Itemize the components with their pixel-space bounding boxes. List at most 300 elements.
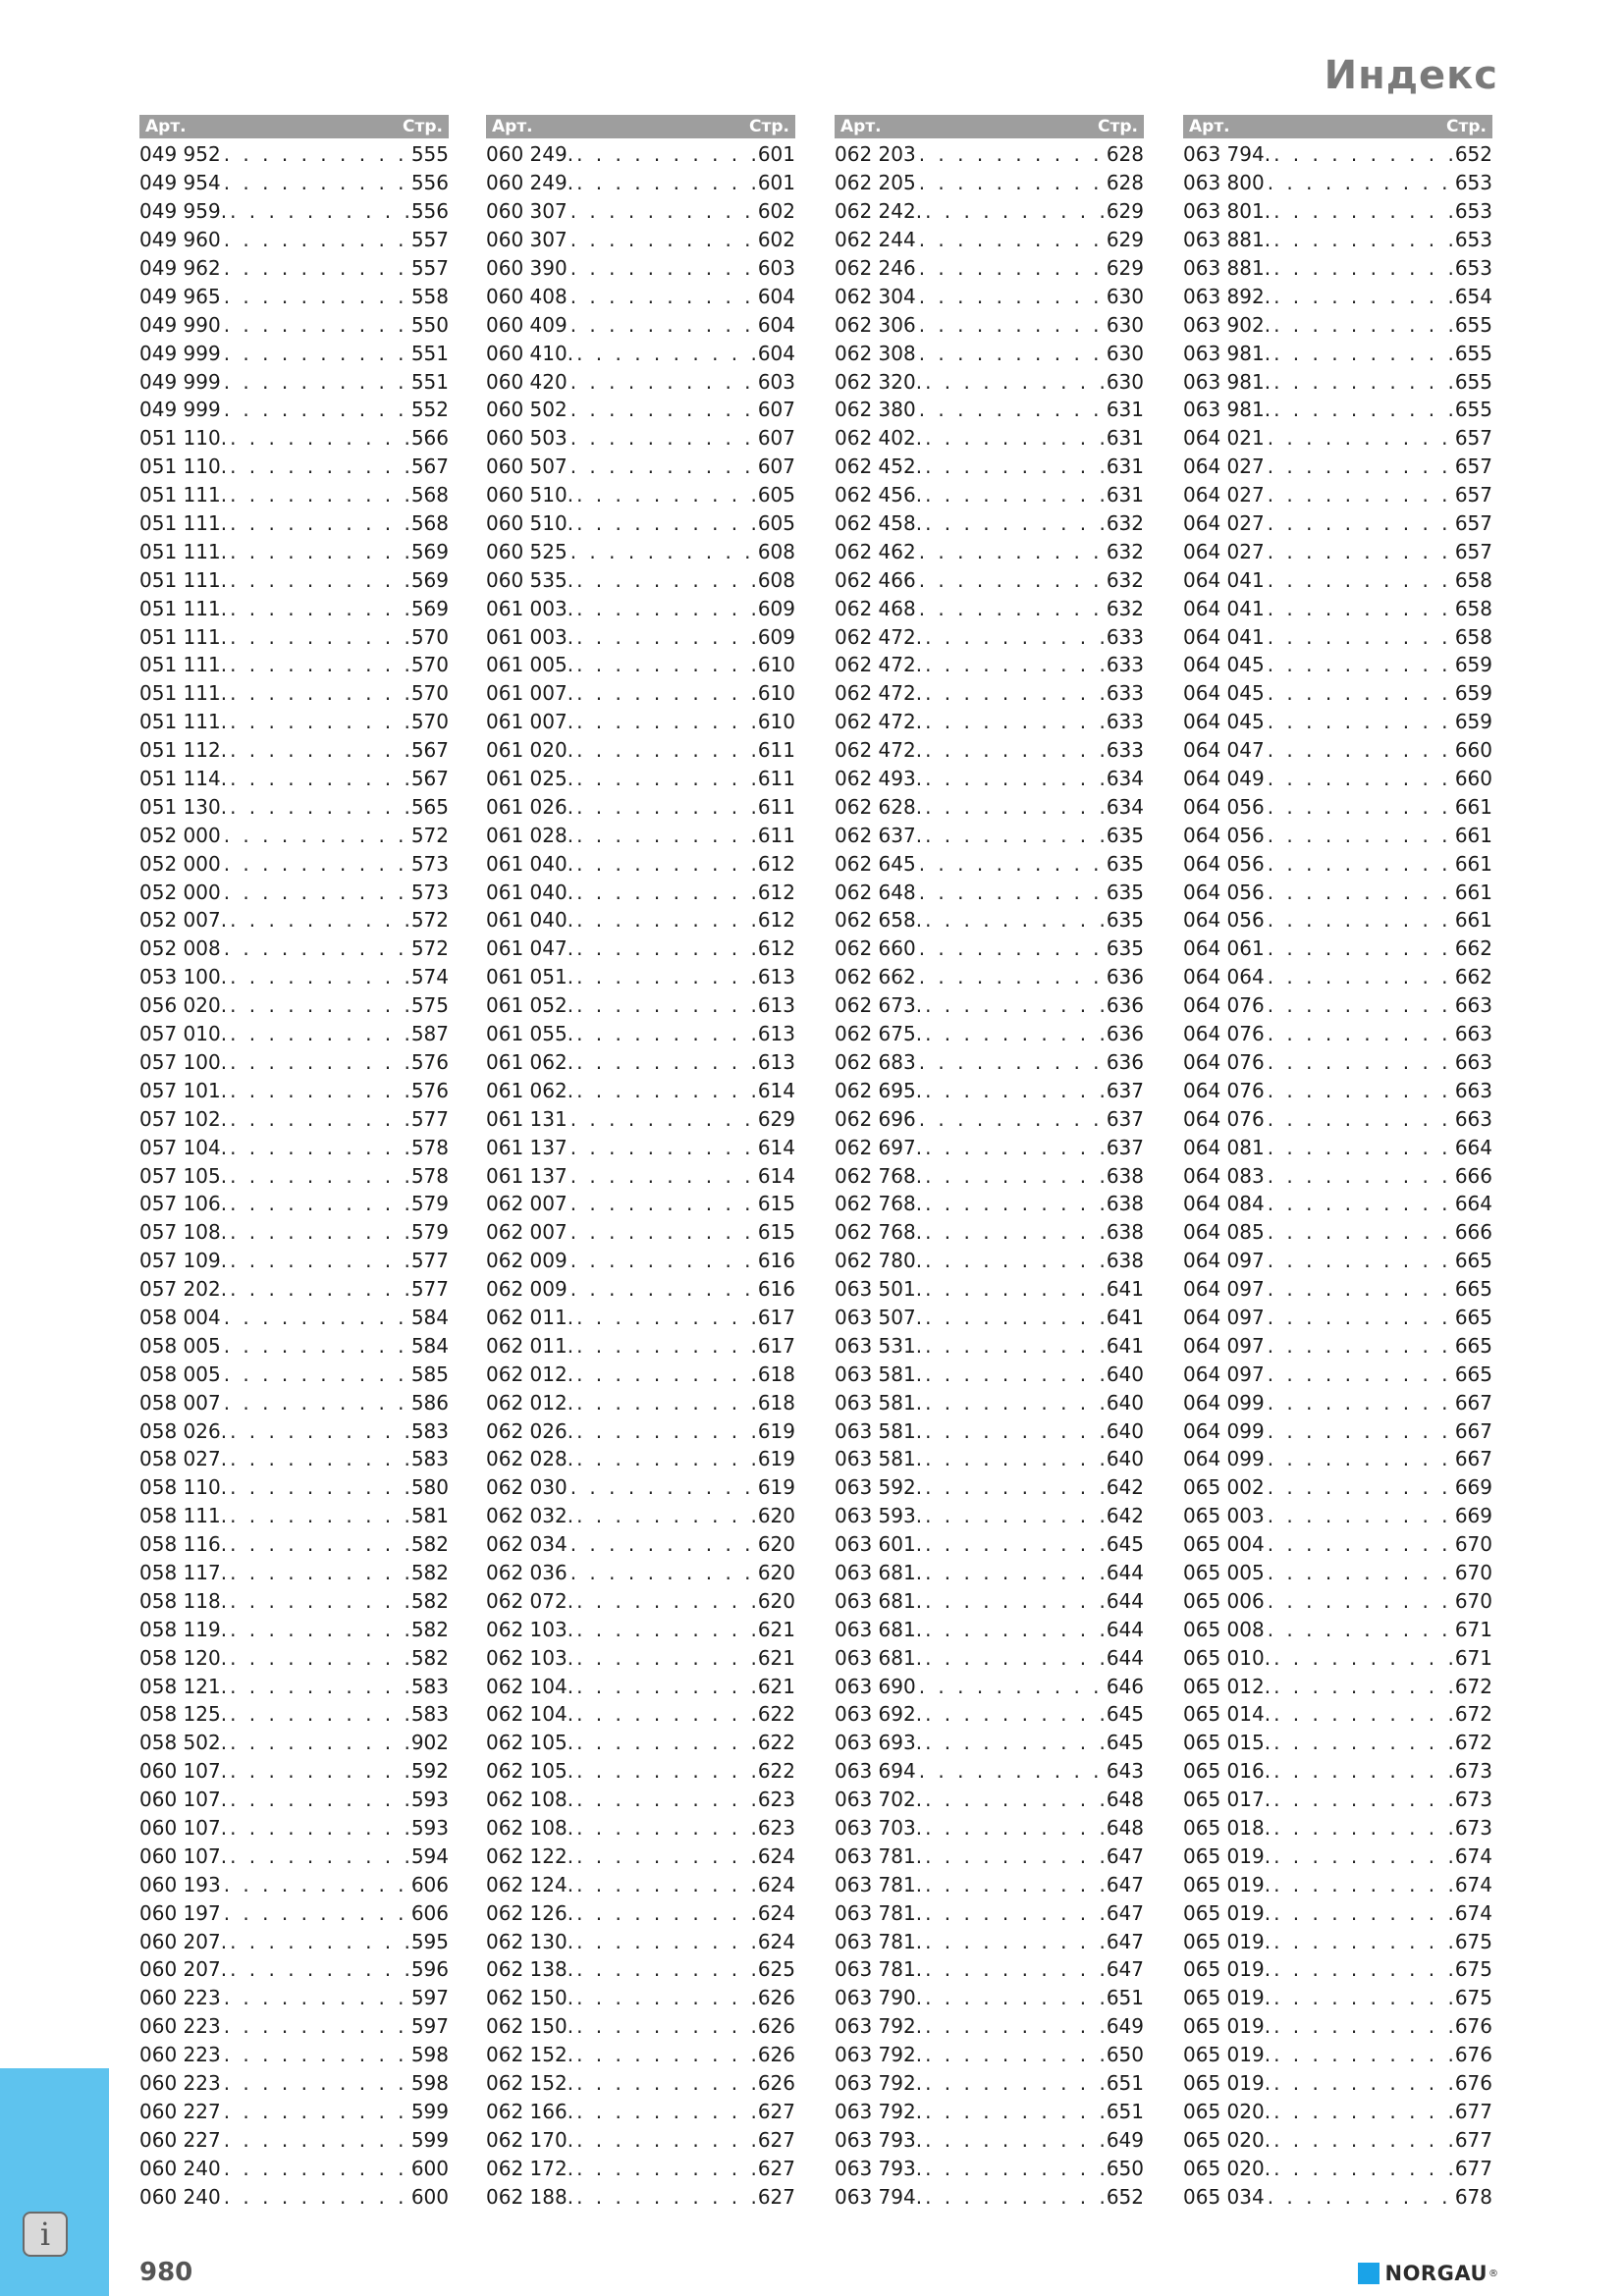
index-row (139, 1275, 449, 1304)
article-number: 062 188. (486, 2184, 574, 2209)
dot-leader (227, 483, 409, 507)
index-row (486, 1955, 795, 1984)
page-reference: 658 (1454, 624, 1492, 649)
index-row (1183, 1104, 1492, 1133)
column-header-art: Арт. (492, 117, 533, 136)
page-reference: 607 (757, 398, 795, 422)
dot-leader (1265, 795, 1453, 819)
index-row (486, 1133, 795, 1161)
dot-leader (1271, 1759, 1453, 1783)
page-reference: 627 (757, 2127, 795, 2152)
page-reference: 582 (410, 1645, 449, 1670)
article-number: 058 117. (139, 1560, 228, 1584)
dot-leader (573, 1618, 756, 1641)
article-number: 061 137 (486, 1163, 568, 1188)
index-row (835, 339, 1144, 367)
article-number: 063 681. (835, 1617, 923, 1641)
dot-leader (227, 1192, 409, 1215)
index-row (835, 1955, 1144, 1984)
dot-leader (922, 1816, 1105, 1840)
dot-leader (227, 993, 409, 1017)
dot-leader (227, 965, 409, 988)
page-reference: 667 (1454, 1447, 1492, 1471)
page-reference: 655 (1454, 398, 1492, 422)
page-reference: 622 (757, 1731, 795, 1755)
page-reference: 593 (410, 1815, 449, 1840)
page-reference: 584 (410, 1305, 449, 1329)
page-reference: 616 (757, 1277, 795, 1302)
index-row (139, 396, 449, 424)
index-row (486, 792, 795, 821)
page-reference: 582 (410, 1532, 449, 1557)
index-row (139, 651, 449, 679)
index-row (486, 396, 795, 424)
dot-leader (1265, 710, 1453, 733)
page-reference: 597 (410, 1986, 449, 2010)
index-row (1183, 169, 1492, 197)
dot-leader (227, 1759, 409, 1783)
article-number: 064 045 (1183, 710, 1265, 734)
article-number: 060 107. (139, 1788, 228, 1812)
article-number: 051 111. (139, 653, 228, 677)
index-row (1183, 1672, 1492, 1700)
index-row (139, 1161, 449, 1190)
page-reference: 570 (410, 653, 449, 677)
page-reference: 636 (1106, 965, 1144, 989)
article-number: 062 150. (486, 1986, 574, 2010)
page-reference: 583 (410, 1674, 449, 1698)
page-reference: 581 (410, 1504, 449, 1528)
index-row (486, 2154, 795, 2182)
dot-leader (227, 1618, 409, 1641)
index-row (139, 1218, 449, 1247)
dot-leader (227, 1675, 409, 1698)
dot-leader (1265, 1447, 1453, 1470)
index-row (835, 310, 1144, 339)
index-row (486, 765, 795, 793)
dot-leader (227, 1957, 409, 1981)
page-reference: 624 (757, 1900, 795, 1925)
article-number: 065 020. (1183, 2156, 1271, 2180)
page-reference: 605 (757, 483, 795, 507)
page-reference: 612 (757, 908, 795, 933)
article-number: 062 104. (486, 1674, 574, 1698)
column-header (1183, 115, 1492, 138)
dot-leader (1265, 936, 1453, 960)
dot-leader (1271, 2157, 1453, 2180)
dot-leader (922, 653, 1105, 676)
article-number: 062 072. (486, 1588, 574, 1613)
page-reference: 635 (1106, 936, 1144, 961)
index-row (486, 1530, 795, 1559)
index-row (486, 254, 795, 283)
index-row (139, 310, 449, 339)
page-reference: 579 (410, 1192, 449, 1216)
index-row (139, 1473, 449, 1502)
index-row (139, 509, 449, 538)
article-number: 065 006 (1183, 1588, 1265, 1613)
index-row (1183, 2041, 1492, 2069)
article-number: 065 005 (1183, 1560, 1265, 1584)
page-reference: 622 (757, 1759, 795, 1784)
article-number: 064 099 (1183, 1447, 1265, 1471)
page-reference: 632 (1106, 567, 1144, 592)
index-row (1183, 1048, 1492, 1077)
index-row (1183, 2154, 1492, 2182)
article-number: 058 005 (139, 1333, 221, 1358)
article-number: 060 249. (486, 171, 574, 195)
dot-leader (221, 370, 409, 394)
page-reference: 633 (1106, 681, 1144, 706)
dot-leader (1271, 256, 1453, 280)
dot-leader (1271, 1675, 1453, 1698)
article-number: 063 792. (835, 2043, 923, 2067)
page-reference: 671 (1454, 1617, 1492, 1641)
index-row (1183, 991, 1492, 1020)
article-number: 063 681. (835, 1645, 923, 1670)
index-row (486, 736, 795, 765)
article-number: 065 014. (1183, 1702, 1271, 1727)
article-number: 060 307 (486, 199, 568, 224)
article-number: 060 197 (139, 1900, 221, 1925)
index-row (835, 2154, 1144, 2182)
page-reference: 676 (1454, 2014, 1492, 2039)
article-number: 064 027 (1183, 511, 1265, 536)
dot-leader (1271, 2043, 1453, 2066)
index-row (835, 1048, 1144, 1077)
page-reference: 644 (1106, 1588, 1144, 1613)
index-row (835, 2041, 1144, 2069)
index-row (139, 1955, 449, 1984)
index-row (835, 1643, 1144, 1672)
dot-leader (227, 795, 409, 819)
index-row (1183, 310, 1492, 339)
page-reference: 604 (757, 341, 795, 365)
page-reference: 661 (1454, 851, 1492, 876)
article-number: 063 581. (835, 1390, 923, 1415)
article-number: 058 119. (139, 1617, 228, 1641)
dot-leader (573, 1391, 756, 1415)
page-reference: 616 (757, 1249, 795, 1273)
article-number: 065 019. (1183, 2014, 1271, 2039)
article-number: 064 056 (1183, 794, 1265, 819)
dot-leader (1265, 1192, 1453, 1215)
page-reference: 601 (757, 171, 795, 195)
page-reference: 577 (410, 1249, 449, 1273)
index-row (139, 1643, 449, 1672)
article-number: 060 227 (139, 2099, 221, 2123)
dot-leader (573, 1986, 756, 2009)
index-row (835, 594, 1144, 622)
index-row (486, 1559, 795, 1587)
dot-leader (1265, 852, 1453, 876)
dot-leader (922, 2128, 1105, 2152)
article-number: 058 121. (139, 1674, 228, 1698)
article-number: 060 240 (139, 2184, 221, 2209)
article-number: 063 781. (835, 1843, 923, 1868)
page-reference: 576 (410, 1078, 449, 1102)
column-header-art: Арт. (840, 117, 882, 136)
dot-leader (1265, 1532, 1453, 1556)
index-row (139, 339, 449, 367)
dot-leader (922, 625, 1105, 649)
page-reference: 594 (410, 1843, 449, 1868)
page-reference: 627 (757, 2184, 795, 2209)
column-header-art: Арт. (1189, 117, 1230, 136)
article-number: 062 108. (486, 1815, 574, 1840)
page-reference: 556 (410, 171, 449, 195)
column-header-page: Стр. (403, 117, 443, 136)
dot-leader (221, 342, 409, 365)
article-number: 061 040. (486, 880, 574, 904)
article-number: 063 981. (1183, 341, 1271, 365)
index-row (1183, 1304, 1492, 1332)
index-row (1183, 708, 1492, 736)
article-number: 062 660 (835, 936, 916, 961)
article-number: 062 012. (486, 1390, 574, 1415)
index-row (835, 1700, 1144, 1729)
dot-leader (573, 142, 756, 166)
dot-leader (227, 681, 409, 705)
page-reference: 618 (757, 1362, 795, 1386)
dot-leader (922, 1504, 1105, 1527)
page-reference: 644 (1106, 1560, 1144, 1584)
article-number: 060 107. (139, 1815, 228, 1840)
dot-leader (227, 1844, 409, 1868)
page-reference: 600 (410, 2156, 449, 2180)
article-number: 063 801. (1183, 199, 1271, 224)
dot-leader (1271, 370, 1453, 394)
page-reference: 648 (1106, 1788, 1144, 1812)
article-number: 062 402. (835, 426, 923, 451)
page-reference: 565 (410, 794, 449, 819)
page-reference: 628 (1106, 142, 1144, 167)
index-row (486, 1700, 795, 1729)
page-reference: 550 (410, 312, 449, 337)
page-reference: 631 (1106, 426, 1144, 451)
article-number: 049 999 (139, 369, 221, 394)
dot-leader (573, 1646, 756, 1670)
page-reference: 632 (1106, 539, 1144, 563)
dot-leader (568, 256, 756, 280)
index-row (139, 2097, 449, 2125)
article-number: 049 962 (139, 256, 221, 280)
dot-leader (227, 1930, 409, 1953)
article-number: 060 390 (486, 256, 568, 280)
index-row (486, 1190, 795, 1218)
dot-leader (1265, 738, 1453, 762)
index-column (139, 115, 449, 2211)
page-reference: 607 (757, 426, 795, 451)
article-number: 062 138. (486, 1957, 574, 1982)
dot-leader (568, 1220, 756, 1244)
dot-leader (568, 199, 756, 223)
page-reference: 583 (410, 1702, 449, 1727)
article-number: 063 507. (835, 1305, 923, 1329)
dot-leader (568, 1277, 756, 1301)
dot-leader (573, 936, 756, 960)
dot-leader (922, 1334, 1105, 1358)
dot-leader (573, 2128, 756, 2152)
index-row (1183, 481, 1492, 509)
dot-leader (221, 852, 409, 876)
article-number: 060 249. (486, 142, 574, 167)
dot-leader (1265, 1277, 1453, 1301)
article-number: 060 408 (486, 284, 568, 308)
article-number: 052 008 (139, 936, 221, 961)
page-reference: 576 (410, 1049, 449, 1074)
article-number: 049 959. (139, 199, 228, 224)
dot-leader (1265, 1107, 1453, 1131)
article-number: 062 472. (835, 681, 923, 706)
dot-leader (573, 483, 756, 507)
index-row (1183, 1275, 1492, 1304)
index-row (486, 2069, 795, 2098)
page-reference: 663 (1454, 1022, 1492, 1046)
dot-leader (573, 1957, 756, 1981)
index-row (486, 878, 795, 906)
article-number: 065 012. (1183, 1674, 1271, 1698)
index-row (139, 1416, 449, 1445)
article-number: 065 018. (1183, 1815, 1271, 1840)
dot-leader (922, 1532, 1105, 1556)
index-row (1183, 2125, 1492, 2154)
index-row (139, 2125, 449, 2154)
article-number: 060 223 (139, 2043, 221, 2067)
index-row (835, 481, 1144, 509)
page-reference: 671 (1454, 1645, 1492, 1670)
article-number: 062 122. (486, 1843, 574, 1868)
page-reference: 566 (410, 426, 449, 451)
page-reference: 678 (1454, 2184, 1492, 2209)
index-row (1183, 1331, 1492, 1360)
dot-leader (922, 1220, 1105, 1244)
dot-leader (221, 228, 409, 251)
index-row (486, 1416, 795, 1445)
index-row (486, 1304, 795, 1332)
article-number: 064 097 (1183, 1305, 1265, 1329)
article-number: 063 702. (835, 1788, 923, 1812)
page-reference: 633 (1106, 710, 1144, 734)
index-row (139, 878, 449, 906)
page-reference: 650 (1106, 2156, 1144, 2180)
dot-leader (221, 1873, 409, 1896)
page-reference: 613 (757, 1022, 795, 1046)
index-row (139, 2012, 449, 2041)
page-reference: 578 (410, 1135, 449, 1159)
page-reference: 643 (1106, 1759, 1144, 1784)
dot-leader (573, 908, 756, 932)
index-row (835, 197, 1144, 226)
index-row (139, 537, 449, 565)
article-number: 062 246 (835, 256, 916, 280)
dot-leader (916, 171, 1105, 194)
index-row (835, 1247, 1144, 1275)
article-number: 062 030 (486, 1475, 568, 1500)
article-number: 062 126. (486, 1900, 574, 1925)
dot-leader (922, 1249, 1105, 1272)
dot-leader (227, 454, 409, 478)
page-reference: 665 (1454, 1249, 1492, 1273)
article-number: 062 472. (835, 710, 923, 734)
dot-leader (1265, 1220, 1453, 1244)
page-reference: 572 (410, 936, 449, 961)
page-reference: 569 (410, 539, 449, 563)
page-reference: 647 (1106, 1872, 1144, 1896)
page-reference: 631 (1106, 454, 1144, 479)
dot-leader (221, 1986, 409, 2009)
page-reference: 669 (1454, 1504, 1492, 1528)
page-reference: 652 (1454, 142, 1492, 167)
index-row (1183, 2097, 1492, 2125)
index-row (1183, 1700, 1492, 1729)
index-row (835, 424, 1144, 453)
dot-leader (568, 370, 756, 394)
article-number: 062 648 (835, 880, 916, 904)
dot-leader (1271, 1986, 1453, 2009)
article-number: 060 223 (139, 1986, 221, 2010)
page-reference: 677 (1454, 2127, 1492, 2152)
page-reference: 667 (1454, 1418, 1492, 1443)
article-number: 064 085 (1183, 1220, 1265, 1245)
dot-leader (573, 1731, 756, 1754)
page-reference: 673 (1454, 1788, 1492, 1812)
article-number: 062 637. (835, 823, 923, 847)
dot-leader (1265, 1561, 1453, 1584)
article-number: 065 004 (1183, 1532, 1265, 1557)
index-row (139, 367, 449, 396)
page-reference: 610 (757, 653, 795, 677)
index-row (1183, 2182, 1492, 2211)
page-reference: 641 (1106, 1305, 1144, 1329)
page-reference: 655 (1454, 312, 1492, 337)
index-row (139, 2069, 449, 2098)
index-row (139, 708, 449, 736)
index-row (835, 254, 1144, 283)
index-row (486, 1076, 795, 1104)
article-number: 061 003. (486, 596, 574, 620)
article-number: 063 681. (835, 1588, 923, 1613)
index-row (835, 1304, 1144, 1332)
index-row (139, 1502, 449, 1530)
dot-leader (573, 1901, 756, 1925)
dot-leader (573, 824, 756, 847)
dot-leader (922, 2185, 1105, 2209)
page-reference: 638 (1106, 1163, 1144, 1188)
article-number: 056 020. (139, 993, 228, 1018)
article-number: 061 007. (486, 681, 574, 706)
dot-leader (1265, 1334, 1453, 1358)
dot-leader (916, 398, 1105, 421)
page-reference: 610 (757, 710, 795, 734)
article-number: 064 027 (1183, 483, 1265, 507)
index-row (835, 140, 1144, 169)
page-reference: 645 (1106, 1731, 1144, 1755)
article-number: 063 792. (835, 2099, 923, 2123)
index-row (835, 679, 1144, 708)
page-reference: 567 (410, 454, 449, 479)
page-reference: 582 (410, 1588, 449, 1613)
page-reference: 633 (1106, 624, 1144, 649)
info-icon[interactable]: i (23, 2212, 68, 2257)
page-reference: 677 (1454, 2156, 1492, 2180)
page-reference: 608 (757, 539, 795, 563)
article-number: 062 011. (486, 1305, 574, 1329)
dot-leader (227, 1079, 409, 1102)
dot-leader (568, 398, 756, 421)
index-row (139, 849, 449, 878)
dot-leader (916, 342, 1105, 365)
